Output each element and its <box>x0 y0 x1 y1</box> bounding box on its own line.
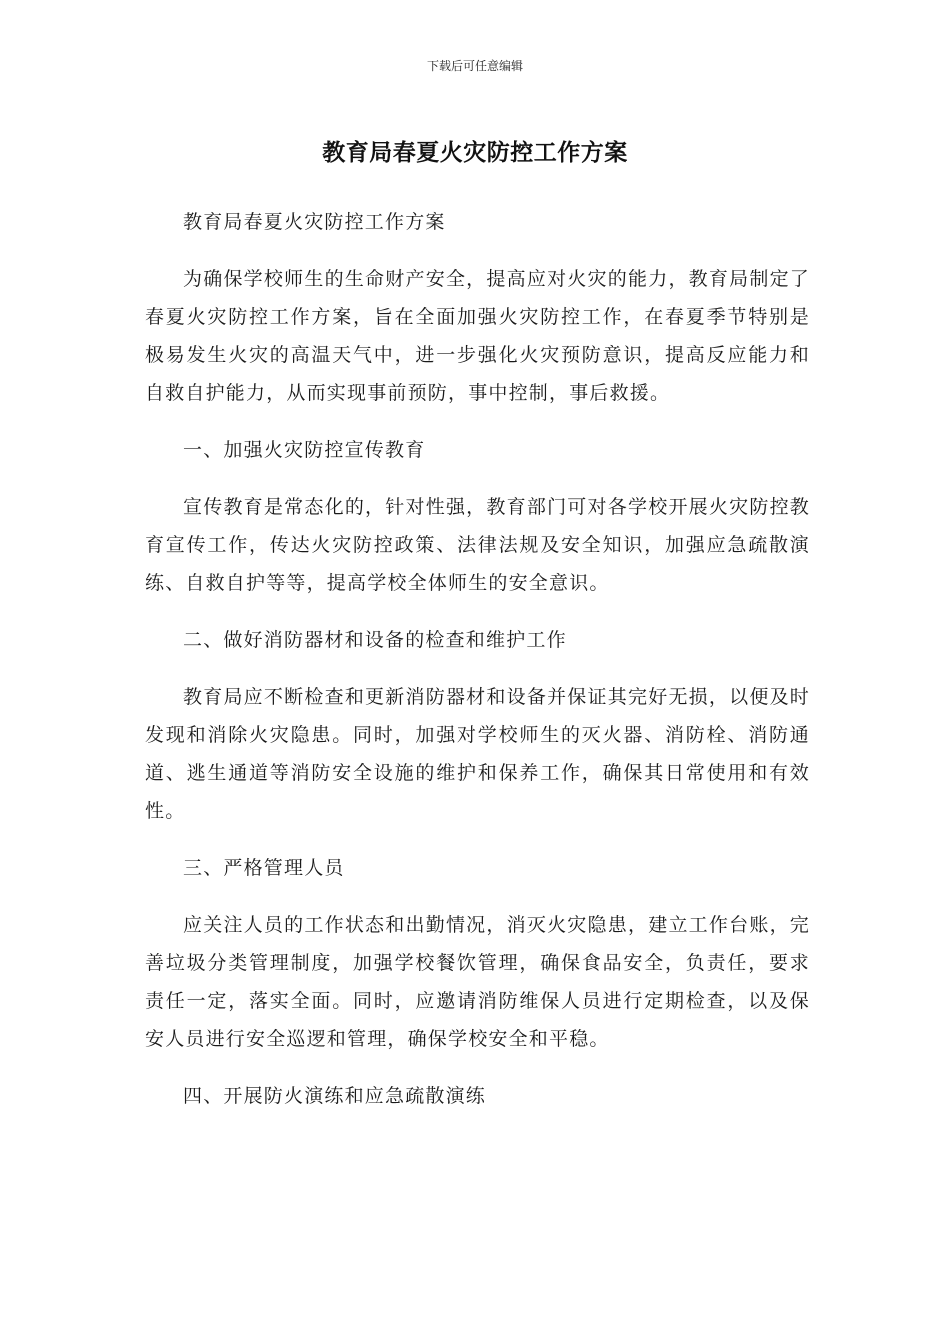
section-paragraph-2: 教育局应不断检查和更新消防器材和设备并保证其完好无损，以便及时发现和消除火灾隐患。同时，加强对学校师生的灭火器、消防栓、消防通道、逃生通道等消防安全设施的维护和保养工作，确保其日常使用和有效性。 <box>145 686 810 822</box>
section-heading-4: 四、开展防火演练和应急疏散演练 <box>183 1085 487 1107</box>
document-body <box>145 203 810 1134</box>
document-title: 教育局春夏火灾防控工作方案 <box>322 140 628 166</box>
intro-paragraph: 为确保学校师生的生命财产安全，提高应对火灾的能力，教育局制定了春夏火灾防控工作方案，旨在全面加强火灾防控工作，在春夏季节特别是极易发生火灾的高温天气中，进一步强化火灾预防意识，提高反应能力和自救自护能力，从而实现事前预防，事中控制，事后救援。 <box>145 268 810 404</box>
section-heading-2: 二、做好消防器材和设备的检查和维护工作 <box>183 629 567 651</box>
header-note: 下载后可任意编辑 <box>426 59 523 73</box>
subtitle-paragraph: 教育局春夏火灾防控工作方案 <box>183 211 446 233</box>
section-paragraph-3: 应关注人员的工作状态和出勤情况，消灭火灾隐患，建立工作台账，完善垃圾分类管理制度，加强学校餐饮管理，确保食品安全，负责任，要求责任一定，落实全面。同时，应邀请消防维保人员进行定期检查，以及保安人员进行安全巡逻和管理，确保学校安全和平稳。 <box>145 914 810 1050</box>
section-heading-1: 一、加强火灾防控宣传教育 <box>183 439 426 461</box>
section-paragraph-1: 宣传教育是常态化的，针对性强，教育部门可对各学校开展火灾防控教育宣传工作，传达火灾防控政策、法律法规及安全知识，加强应急疏散演练、自救自护等等，提高学校全体师生的安全意识。 <box>145 496 810 594</box>
section-heading-3: 三、严格管理人员 <box>183 857 345 879</box>
